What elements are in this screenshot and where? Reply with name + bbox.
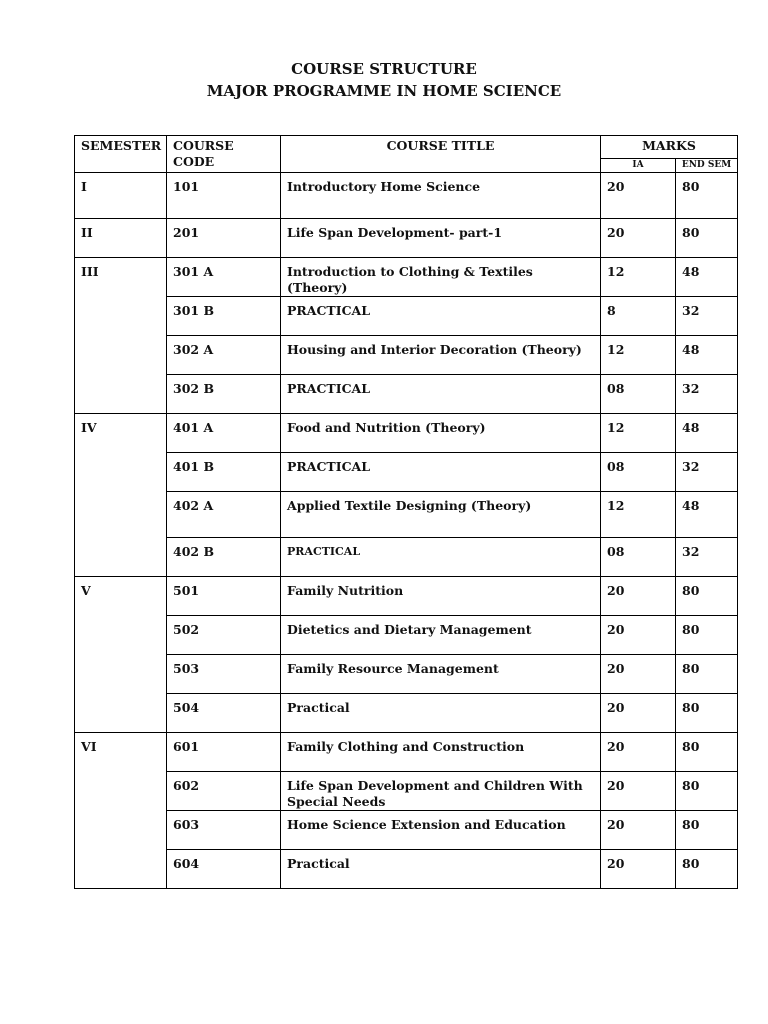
table-body	[75, 173, 738, 889]
cell-course-title: Life Span Development- part-1	[281, 219, 601, 258]
cell-course-code: 201	[167, 219, 281, 258]
cell-course-title: PRACTICAL	[281, 375, 601, 414]
table-row	[75, 173, 738, 219]
cell-course-code: 604	[167, 850, 281, 889]
cell-course-title: Applied Textile Designing (Theory)	[281, 492, 601, 538]
cell-end-sem-marks: 80	[676, 850, 738, 889]
cell-course-title: Introduction to Clothing & Textiles (Theory)	[281, 258, 601, 297]
document-header	[0, 58, 768, 102]
cell-course-code: 601	[167, 733, 281, 772]
cell-ia-marks: 20	[601, 733, 676, 772]
cell-course-title: PRACTICAL	[281, 453, 601, 492]
cell-ia-marks: 12	[601, 336, 676, 375]
header-course-code: COURSE CODE	[167, 136, 281, 173]
cell-course-code: 301 A	[167, 258, 281, 297]
header-end-sem: END SEM	[676, 159, 738, 173]
cell-end-sem-marks: 80	[676, 811, 738, 850]
table-row	[75, 297, 738, 336]
cell-ia-marks: 20	[601, 616, 676, 655]
cell-course-title: PRACTICAL	[281, 297, 601, 336]
cell-semester: III	[75, 258, 167, 414]
cell-ia-marks: 20	[601, 173, 676, 219]
cell-ia-marks: 08	[601, 538, 676, 577]
cell-ia-marks: 8	[601, 297, 676, 336]
table-row	[75, 772, 738, 811]
cell-ia-marks: 12	[601, 414, 676, 453]
cell-semester: V	[75, 577, 167, 733]
cell-end-sem-marks: 80	[676, 694, 738, 733]
table-row	[75, 538, 738, 577]
table-row	[75, 616, 738, 655]
cell-course-title: Housing and Interior Decoration (Theory)	[281, 336, 601, 375]
cell-course-title: Practical	[281, 694, 601, 733]
header-course-title: COURSE TITLE	[281, 136, 601, 173]
cell-end-sem-marks: 32	[676, 375, 738, 414]
table-row	[75, 492, 738, 538]
cell-course-code: 401 B	[167, 453, 281, 492]
cell-ia-marks: 20	[601, 850, 676, 889]
table-row	[75, 414, 738, 453]
cell-ia-marks: 08	[601, 375, 676, 414]
cell-course-code: 402 A	[167, 492, 281, 538]
table-row	[75, 258, 738, 297]
table-row	[75, 655, 738, 694]
cell-semester: VI	[75, 733, 167, 889]
cell-course-title: Family Nutrition	[281, 577, 601, 616]
cell-semester: II	[75, 219, 167, 258]
cell-end-sem-marks: 80	[676, 173, 738, 219]
table-row	[75, 336, 738, 375]
cell-course-code: 302 B	[167, 375, 281, 414]
header-semester: SEMESTER	[75, 136, 167, 173]
page-subtitle: MAJOR PROGRAMME IN HOME SCIENCE	[206, 82, 562, 100]
cell-course-title: Family Clothing and Construction	[281, 733, 601, 772]
cell-course-code: 603	[167, 811, 281, 850]
cell-course-code: 302 A	[167, 336, 281, 375]
cell-course-code: 301 B	[167, 297, 281, 336]
cell-end-sem-marks: 80	[676, 219, 738, 258]
cell-course-title: Introductory Home Science	[281, 173, 601, 219]
table-header	[75, 136, 738, 173]
cell-course-code: 503	[167, 655, 281, 694]
cell-end-sem-marks: 80	[676, 655, 738, 694]
cell-course-title: Family Resource Management	[281, 655, 601, 694]
cell-end-sem-marks: 80	[676, 772, 738, 811]
cell-end-sem-marks: 48	[676, 492, 738, 538]
cell-ia-marks: 08	[601, 453, 676, 492]
cell-end-sem-marks: 32	[676, 297, 738, 336]
table-row	[75, 733, 738, 772]
header-ia: IA	[601, 159, 676, 173]
cell-course-code: 401 A	[167, 414, 281, 453]
cell-ia-marks: 20	[601, 655, 676, 694]
cell-end-sem-marks: 32	[676, 453, 738, 492]
cell-course-code: 101	[167, 173, 281, 219]
cell-semester: IV	[75, 414, 167, 577]
table-row	[75, 453, 738, 492]
table-row	[75, 694, 738, 733]
cell-ia-marks: 20	[601, 219, 676, 258]
table-row	[75, 577, 738, 616]
cell-end-sem-marks: 80	[676, 616, 738, 655]
cell-end-sem-marks: 80	[676, 733, 738, 772]
cell-end-sem-marks: 48	[676, 414, 738, 453]
cell-end-sem-marks: 80	[676, 577, 738, 616]
cell-end-sem-marks: 48	[676, 336, 738, 375]
cell-course-title: Dietetics and Dietary Management	[281, 616, 601, 655]
cell-course-title: Food and Nutrition (Theory)	[281, 414, 601, 453]
cell-course-code: 602	[167, 772, 281, 811]
cell-course-title: Life Span Development and Children With Special Needs	[281, 772, 601, 811]
cell-course-code: 504	[167, 694, 281, 733]
cell-ia-marks: 20	[601, 811, 676, 850]
cell-course-title: PRACTICAL	[281, 538, 601, 577]
cell-course-title: Home Science Extension and Education	[281, 811, 601, 850]
cell-end-sem-marks: 48	[676, 258, 738, 297]
page-title: COURSE STRUCTURE	[291, 60, 477, 78]
table-row	[75, 219, 738, 258]
cell-course-code: 502	[167, 616, 281, 655]
cell-ia-marks: 20	[601, 577, 676, 616]
cell-course-code: 501	[167, 577, 281, 616]
cell-end-sem-marks: 32	[676, 538, 738, 577]
cell-ia-marks: 12	[601, 258, 676, 297]
table-row	[75, 811, 738, 850]
header-marks: MARKS	[601, 136, 738, 159]
cell-ia-marks: 20	[601, 772, 676, 811]
table-row	[75, 850, 738, 889]
table-row	[75, 375, 738, 414]
cell-semester: I	[75, 173, 167, 219]
cell-ia-marks: 12	[601, 492, 676, 538]
cell-course-title: Practical	[281, 850, 601, 889]
course-structure-table	[74, 135, 738, 889]
cell-course-code: 402 B	[167, 538, 281, 577]
cell-ia-marks: 20	[601, 694, 676, 733]
